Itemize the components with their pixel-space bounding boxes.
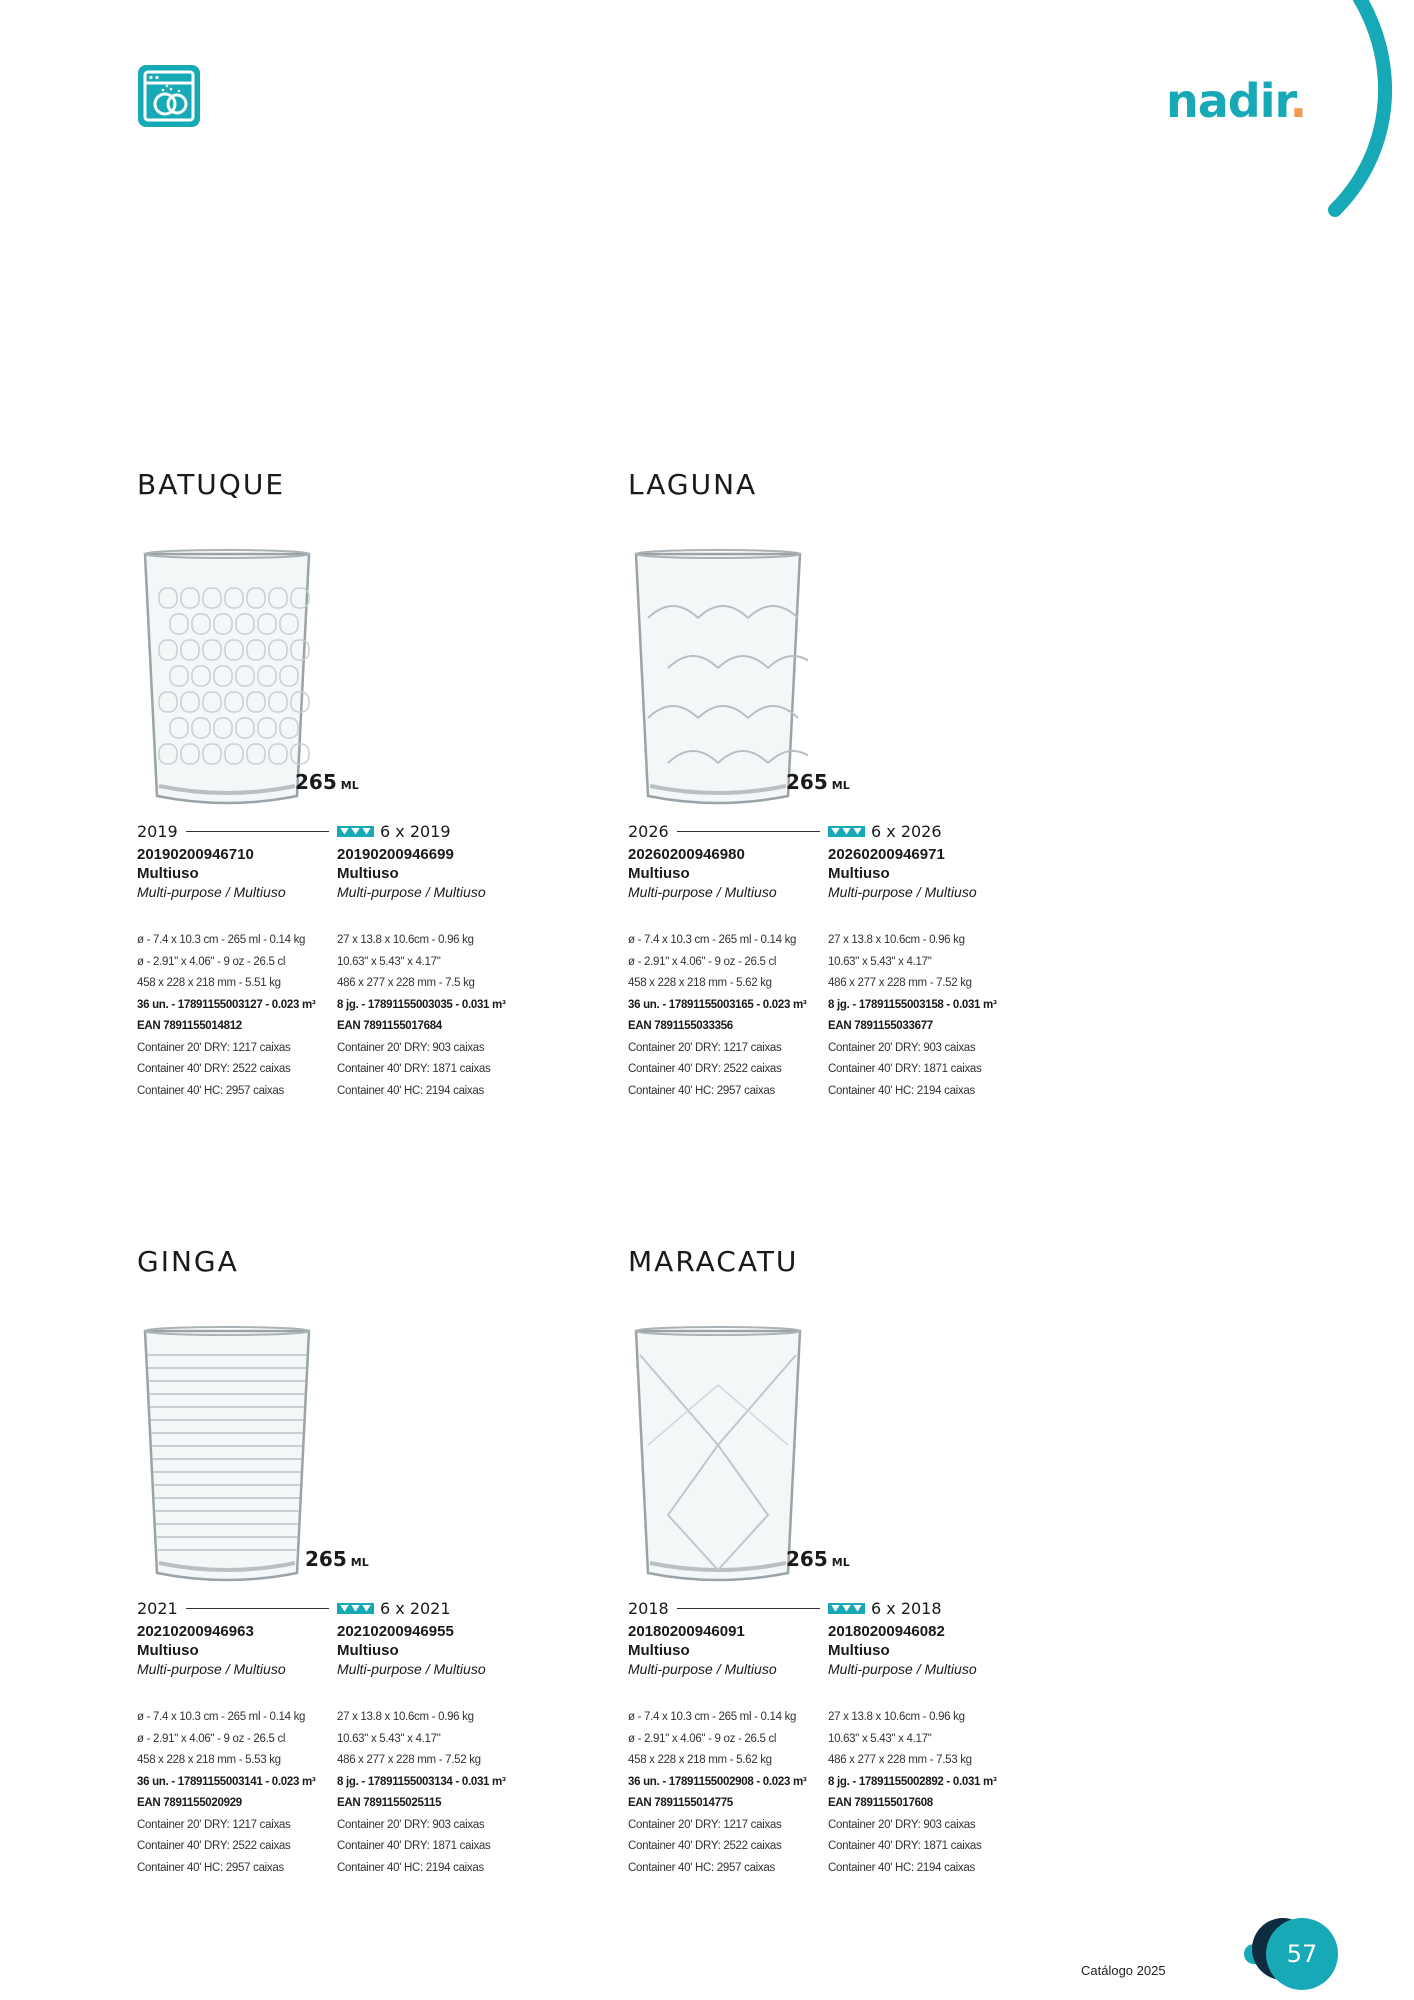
dishwasher-safe-icon [137, 64, 201, 128]
page-number: 57 [1266, 1918, 1338, 1990]
spec-list [828, 930, 1028, 1102]
spec-line: Container 20' DRY: 903 caixas [828, 1041, 976, 1054]
spec-line: Container 20' DRY: 1217 caixas [628, 1041, 782, 1054]
spec-line: Container 20' DRY: 903 caixas [337, 1041, 485, 1054]
spec-line: Container 40' HC: 2194 caixas [337, 1084, 484, 1097]
spec-line: Container 20' DRY: 903 caixas [337, 1818, 485, 1831]
spec-line: 486 x 277 x 228 mm - 7.52 kg [828, 977, 972, 989]
spec-line: EAN 7891155017684 [337, 1020, 442, 1032]
spec-list [137, 930, 337, 1102]
spec-line: EAN 7891155020929 [137, 1797, 242, 1809]
spec-line: Container 40' DRY: 2522 caixas [628, 1063, 782, 1075]
type-pt: Multiuso [628, 1642, 690, 1659]
type-en: Multi-purpose / Multiuso [137, 884, 286, 900]
product-code-line [628, 820, 828, 842]
divider [186, 831, 329, 832]
spec-line: Container 40' HC: 2194 caixas [828, 1861, 975, 1874]
spec-line: 27 x 13.8 x 10.6cm - 0.96 kg [828, 1711, 965, 1723]
triple-pack-icon [828, 826, 865, 837]
triple-pack-icon [828, 1603, 865, 1614]
type-en: Multi-purpose / Multiuso [337, 884, 486, 900]
type-pt: Multiuso [137, 1642, 199, 1659]
spec-line: EAN 7891155014775 [628, 1797, 733, 1809]
spec-line: Container 40' DRY: 1871 caixas [337, 1063, 491, 1075]
spec-line: ø - 2.91" x 4.06" - 9 oz - 26.5 cl [137, 1732, 286, 1745]
spec-line: ø - 7.4 x 10.3 cm - 265 ml - 0.14 kg [628, 934, 797, 946]
spec-line: 10.63" x 5.43" x 4.17" [337, 955, 441, 968]
divider [677, 1608, 820, 1609]
pack-code: 6 x 2019 [380, 821, 451, 841]
type-en: Multi-purpose / Multiuso [337, 1661, 486, 1677]
spec-line: 458 x 228 x 218 mm - 5.53 kg [137, 1754, 281, 1766]
spec-line: Container 40' HC: 2194 caixas [828, 1084, 975, 1097]
type-pt: Multiuso [828, 1642, 890, 1659]
unit-column [628, 820, 828, 1102]
volume-label [786, 1547, 850, 1571]
spec-line: Container 40' DRY: 1871 caixas [337, 1840, 491, 1852]
spec-line: 10.63" x 5.43" x 4.17" [828, 1732, 932, 1745]
spec-line: Container 40' DRY: 2522 caixas [628, 1840, 782, 1852]
spec-line: 27 x 13.8 x 10.6cm - 0.96 kg [337, 934, 474, 946]
spec-line: Container 40' HC: 2194 caixas [337, 1861, 484, 1874]
product-ginga [137, 1245, 597, 1945]
volume-value: 265 [786, 770, 828, 794]
spec-line: 458 x 228 x 218 mm - 5.62 kg [628, 977, 772, 989]
spec-line: Container 40' DRY: 2522 caixas [137, 1063, 291, 1075]
spec-line: 458 x 228 x 218 mm - 5.51 kg [137, 977, 281, 989]
spec-line: 36 un. - 17891155003127 - 0.023 m³ [137, 998, 316, 1011]
spec-line: EAN 7891155025115 [337, 1797, 442, 1809]
type-en: Multi-purpose / Multiuso [628, 884, 777, 900]
product-code: 2019 [137, 821, 178, 841]
pack-code-line [337, 1597, 537, 1619]
spec-line: EAN 7891155033677 [828, 1020, 933, 1032]
divider [186, 1608, 329, 1609]
spec-list [337, 1707, 537, 1879]
decorative-arc [1290, 0, 1414, 230]
spec-line: ø - 2.91" x 4.06" - 9 oz - 26.5 cl [628, 955, 777, 968]
spec-list [628, 1707, 828, 1879]
spec-line: Container 20' DRY: 1217 caixas [628, 1818, 782, 1831]
spec-line: Container 40' DRY: 1871 caixas [828, 1840, 982, 1852]
spec-line: ø - 7.4 x 10.3 cm - 265 ml - 0.14 kg [137, 934, 306, 946]
catalog-label: Catálogo 2025 [1081, 1963, 1166, 1978]
ean13-code: 20260200946971 [828, 846, 945, 863]
volume-label [295, 770, 359, 794]
triple-pack-icon [337, 1603, 374, 1614]
glass-image [137, 1325, 317, 1585]
brand-logo [1166, 74, 1306, 128]
type-pt: Multiuso [628, 865, 690, 882]
spec-line: Container 40' HC: 2957 caixas [628, 1084, 775, 1097]
pack-code-line [828, 820, 1028, 842]
volume-value: 265 [786, 1547, 828, 1571]
type-en: Multi-purpose / Multiuso [828, 884, 977, 900]
glass-image [137, 548, 317, 808]
volume-unit: ML [831, 1556, 850, 1569]
pack-code: 6 x 2026 [871, 821, 942, 841]
ean13-code: 20190200946710 [137, 846, 254, 863]
spec-line: 8 jg. - 17891155003035 - 0.031 m³ [337, 998, 506, 1011]
product-code: 2026 [628, 821, 669, 841]
spec-line: Container 20' DRY: 1217 caixas [137, 1041, 291, 1054]
spec-line: ø - 7.4 x 10.3 cm - 265 ml - 0.14 kg [628, 1711, 797, 1723]
type-pt: Multiuso [828, 865, 890, 882]
product-name: LAGUNA [628, 468, 758, 501]
logo-text: nadir [1166, 74, 1290, 128]
pack-column [828, 1597, 1028, 1879]
spec-line: 8 jg. - 17891155002892 - 0.031 m³ [828, 1775, 997, 1788]
spec-line: Container 20' DRY: 1217 caixas [137, 1818, 291, 1831]
spec-line: EAN 7891155014812 [137, 1020, 242, 1032]
product-code: 2018 [628, 1598, 669, 1618]
spec-line: 8 jg. - 17891155003134 - 0.031 m³ [337, 1775, 506, 1788]
type-pt: Multiuso [337, 1642, 399, 1659]
type-en: Multi-purpose / Multiuso [137, 1661, 286, 1677]
pack-code-line [337, 820, 537, 842]
volume-unit: ML [340, 779, 359, 792]
spec-line: EAN 7891155033356 [628, 1020, 733, 1032]
triple-pack-icon [337, 826, 374, 837]
ean13-code: 20210200946955 [337, 1623, 454, 1640]
divider [677, 831, 820, 832]
glass-image [628, 1325, 808, 1585]
ean13-code: 20190200946699 [337, 846, 454, 863]
spec-line: Container 20' DRY: 903 caixas [828, 1818, 976, 1831]
unit-column [137, 1597, 337, 1879]
product-name: GINGA [137, 1245, 239, 1278]
pack-column [337, 1597, 537, 1879]
product-code-line [137, 820, 337, 842]
spec-line: Container 40' HC: 2957 caixas [137, 1084, 284, 1097]
product-laguna [628, 468, 1088, 1168]
product-code-line [628, 1597, 828, 1619]
glass-image [628, 548, 808, 808]
spec-line: 36 un. - 17891155003165 - 0.023 m³ [628, 998, 807, 1011]
spec-line: ø - 7.4 x 10.3 cm - 265 ml - 0.14 kg [137, 1711, 306, 1723]
spec-line: 27 x 13.8 x 10.6cm - 0.96 kg [337, 1711, 474, 1723]
spec-line: Container 40' DRY: 2522 caixas [137, 1840, 291, 1852]
pack-column [337, 820, 537, 1102]
ean13-code: 20180200946082 [828, 1623, 945, 1640]
spec-line: Container 40' DRY: 1871 caixas [828, 1063, 982, 1075]
volume-unit: ML [831, 779, 850, 792]
spec-list [137, 1707, 337, 1879]
spec-line: 10.63" x 5.43" x 4.17" [337, 1732, 441, 1745]
spec-line: 27 x 13.8 x 10.6cm - 0.96 kg [828, 934, 965, 946]
type-en: Multi-purpose / Multiuso [628, 1661, 777, 1677]
pack-column [828, 820, 1028, 1102]
type-pt: Multiuso [137, 865, 199, 882]
spec-line: EAN 7891155017608 [828, 1797, 933, 1809]
pack-code: 6 x 2021 [380, 1598, 451, 1618]
spec-line: 36 un. - 17891155003141 - 0.023 m³ [137, 1775, 316, 1788]
logo-dot: . [1289, 74, 1307, 128]
type-pt: Multiuso [337, 865, 399, 882]
type-en: Multi-purpose / Multiuso [828, 1661, 977, 1677]
volume-label [305, 1547, 369, 1571]
spec-list [337, 930, 537, 1102]
spec-list [628, 930, 828, 1102]
spec-list [828, 1707, 1028, 1879]
spec-line: 8 jg. - 17891155003158 - 0.031 m³ [828, 998, 997, 1011]
product-maracatu [628, 1245, 1088, 1945]
spec-line: 36 un. - 17891155002908 - 0.023 m³ [628, 1775, 807, 1788]
product-code-line [137, 1597, 337, 1619]
product-name: MARACATU [628, 1245, 799, 1278]
product-batuque [137, 468, 597, 1168]
volume-unit: ML [350, 1556, 369, 1569]
spec-line: Container 40' HC: 2957 caixas [628, 1861, 775, 1874]
spec-line: 486 x 277 x 228 mm - 7.53 kg [828, 1754, 972, 1766]
unit-column [137, 820, 337, 1102]
spec-line: 486 x 277 x 228 mm - 7.52 kg [337, 1754, 481, 1766]
spec-line: ø - 2.91" x 4.06" - 9 oz - 26.5 cl [137, 955, 286, 968]
spec-line: 458 x 228 x 218 mm - 5.62 kg [628, 1754, 772, 1766]
pack-code: 6 x 2018 [871, 1598, 942, 1618]
product-name: BATUQUE [137, 468, 286, 501]
volume-value: 265 [305, 1547, 347, 1571]
pack-code-line [828, 1597, 1028, 1619]
spec-line: ø - 2.91" x 4.06" - 9 oz - 26.5 cl [628, 1732, 777, 1745]
spec-line: 10.63" x 5.43" x 4.17" [828, 955, 932, 968]
volume-value: 265 [295, 770, 337, 794]
ean13-code: 20210200946963 [137, 1623, 254, 1640]
product-code: 2021 [137, 1598, 178, 1618]
ean13-code: 20180200946091 [628, 1623, 745, 1640]
unit-column [628, 1597, 828, 1879]
spec-line: Container 40' HC: 2957 caixas [137, 1861, 284, 1874]
spec-line: 486 x 277 x 228 mm - 7.5 kg [337, 977, 475, 989]
volume-label [786, 770, 850, 794]
ean13-code: 20260200946980 [628, 846, 745, 863]
